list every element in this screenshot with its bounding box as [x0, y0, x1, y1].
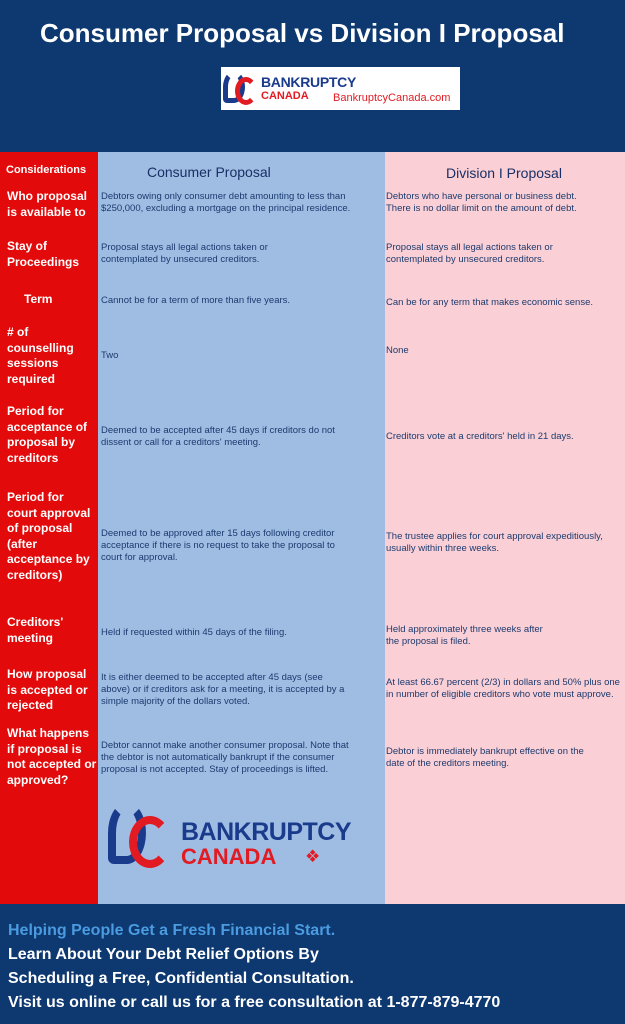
footer-contact[interactable]: Visit us online or call us for a free consultation at 1-877-879-4770 — [8, 994, 501, 1011]
maple-leaf-icon: ❖ — [305, 847, 321, 866]
consumer-cell: Debtors owing only consumer debt amounting to less than $250,000, excluding a mortgage on the principal residence. — [101, 191, 351, 214]
consumer-cell: Held if requested within 45 days of the filing. — [101, 627, 287, 638]
logo-text-canada: CANADA — [261, 90, 309, 102]
logo-text-bankruptcy: BANKRUPTCY — [181, 818, 351, 846]
division-cell: Creditors vote at a creditors' held in 21 days. — [386, 431, 574, 442]
division-proposal-header: Division I Proposal — [446, 165, 562, 181]
consumer-cell: Cannot be for a term of more than five years. — [101, 295, 291, 306]
consumer-cell: Two — [101, 350, 119, 361]
row-label: Who proposal is available to — [7, 189, 87, 219]
footer-tagline: Helping People Get a Fresh Financial Start. — [8, 922, 336, 939]
logo-text-canada: CANADA — [181, 844, 277, 869]
logo-text-bankruptcy: BANKRUPTCY — [261, 74, 357, 90]
consumer-cell: Proposal stays all legal actions taken or contemplated by unsecured creditors. — [101, 242, 268, 265]
row-label: Term — [24, 292, 53, 306]
row-label: How proposal is accepted or rejected — [7, 667, 88, 712]
logo-c-icon — [235, 77, 257, 105]
row-label: Stay of Proceedings — [7, 239, 80, 269]
division-cell: Proposal stays all legal actions taken or contemplated by unsecured creditors. — [386, 242, 553, 265]
row-label: Creditors' meeting — [7, 615, 64, 645]
footer-line: Scheduling a Free, Confidential Consultation. — [8, 970, 354, 987]
header-logo[interactable] — [221, 67, 460, 110]
logo-c-icon — [129, 816, 171, 868]
row-label: What happens if proposal is not accepted or approved? — [7, 726, 97, 787]
division-cell: Debtors who have personal or business debt. There is no dollar limit on the amount of debt. — [386, 191, 577, 214]
division-cell: None — [386, 345, 409, 356]
consumer-cell: Deemed to be approved after 15 days following creditor acceptance if there is no request to take the proposal to court for approval. — [101, 528, 335, 563]
division-cell: Held approximately three weeks after the proposal is filed. — [386, 624, 543, 647]
footer-line: Learn About Your Debt Relief Options By — [8, 946, 319, 963]
page-title: Consumer Proposal vs Division I Proposal — [40, 18, 565, 48]
consumer-cell: Debtor cannot make another consumer proposal. Note that the debtor is not automatically bankrupt if the consumer proposal is not accepted. Stay of proceedings is lifted. — [101, 740, 349, 775]
consumer-cell: It is either deemed to be accepted after 45 days (see above) or if creditors ask for a meeting, it is accepted by a simple majority of the dollars voted. — [101, 672, 345, 707]
consumer-proposal-header: Consumer Proposal — [147, 164, 271, 180]
row-label: # of counselling sessions required — [7, 325, 74, 386]
row-label: Period for acceptance of proposal by creditors — [7, 404, 88, 465]
division-cell: Can be for any term that makes economic sense. — [386, 297, 593, 308]
consumer-cell: Deemed to be accepted after 45 days if creditors do not dissent or call for a creditors' meeting. — [101, 425, 335, 448]
division-cell: Debtor is immediately bankrupt effective on the date of the creditors meeting. — [386, 746, 584, 769]
division-cell: At least 66.67 percent (2/3) in dollars and 50% plus one in number of eligible creditors who vote must approve. — [386, 677, 620, 700]
logo-url: BankruptcyCanada.com — [333, 92, 451, 104]
row-label: Period for court approval of proposal (after acceptance by creditors) — [7, 490, 91, 582]
considerations-header: Considerations — [6, 164, 87, 176]
bankruptcy-canada-logo[interactable] — [105, 800, 385, 875]
division-cell: The trustee applies for court approval expeditiously, usually within three weeks. — [386, 531, 603, 554]
